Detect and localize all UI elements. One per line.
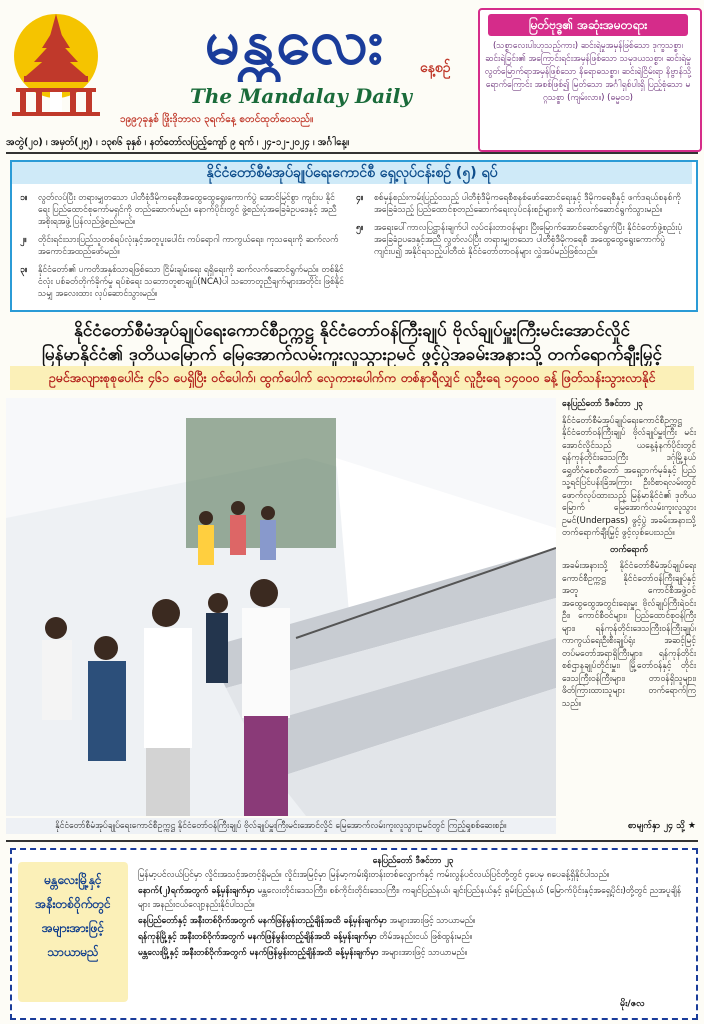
weather-label: ရန်ကုန်မြို့နှင့် အနီးတစ်ဝိုက်အတွက် မနက်ဖြန်မွန်းတည့်ချိန်အထိ ခန့်မှန်းချက်မှာ xyxy=(138,932,377,942)
dhamma-box-title: မြတ်ဗုဒ္ဓ၏ အဆုံးအမတရား xyxy=(488,14,688,36)
continued-on-page: စာမျက်နှာ ၂၄ သို့ ★ xyxy=(627,821,696,831)
objective-number: ၂။ xyxy=(20,235,27,245)
weather-body xyxy=(138,854,688,1012)
news-photo xyxy=(6,398,556,816)
weather-summary-line: အများအားဖြင့် xyxy=(41,921,105,935)
objective-text: တိုင်းရင်းသားပြည်သူတစ်ရပ်လုံးနှင့်အတူပူးပေါင်း ကပ်ရောဂါ ကာကွယ်ရေး၊ ကုသရေးကို ဆက်လက်အကောင်အထည်ဖော်မည်။ xyxy=(38,235,339,257)
weather-dateline: နေပြည်တော် ဒီဇင်ဘာ ၂၃ xyxy=(372,856,454,866)
objective-item xyxy=(356,222,686,258)
weather-text: အများအားဖြင့် သာယာမည်။ xyxy=(389,916,476,926)
weather-summary xyxy=(18,862,128,1002)
objectives-right-column xyxy=(356,192,686,304)
objective-text: အရေးပေါ်ကာလပြဋ္ဌာန်းချက်ပါ လုပ်ငန်းတာဝန်များ ပြီးမြောက်အောင်ဆောင်ရွက်ပြီး နိုင်ငံတော်ဖွဲ့စည်းပုံအခြေခံဥပဒေနှင့်အညီ လွတ်လပ်ပြီး တရားမျှတသော ပါတီစုံဒီမိုကရေစီ အထွေထွေရွေးကောက်ပွဲကျင်းပ၍ အနိုင်ရသည့်ပါတီထံ နိုင်ငံတော်တာဝန်များ လွှဲအပ်မည်ဖြစ်သည်။ xyxy=(374,223,683,257)
headline-subhead: ဥမင်အလျားစုစုပေါင်း ၄၆၁ ပေရှိပြီး ဝင်ပေါက်၊ ထွက်ပေါက် လှေကားပေါက်က တစ်နာရီလျှင် လူဦးရေ ၁၄၀၀၀ ခန့် ဖြတ်သန်းသွားလာနိုင် xyxy=(10,366,694,390)
objective-text: နိုင်ငံတော်၏ ပကတိအနှစ်သာရဖြစ်သော ငြိမ်းချမ်းရေး ရရှိရေးကို ဆက်လက်ဆောင်ရွက်မည်။ တစ်နိုင်ငံလုံး ပစ်ခတ်တိုက်ခိုက်မှု ရပ်စဲရေး သဘောတူစာချုပ်(NCA)ပါ သဘောတူညီချက်များအတိုင်း ဖြစ်နိုင်သမျှ အလေးထား လုပ်ဆောင်သွားမည်။ xyxy=(38,265,344,299)
objective-number: ၄။ xyxy=(356,193,364,203)
founded-line: ၁၉၉၇ခုနှစ် ဖြိုးဒိုဘာလ ၃ရက်နေ့ စတင်ထုတ်ဝေသည်။ xyxy=(120,114,314,125)
article-paragraph: နိုင်ငံတော်စီမံအုပ်ချုပ်ရေးကောင်စီဥက္ကဋ္ဌ နိုင်ငံတော်ဝန်ကြီးချုပ် ဗိုလ်ချုပ်မှူးကြီး မင်းအောင်လှိုင်သည် ယနေ့နံနက်ပိုင်းတွင် ရန်ကုန်တိုင်းဒေသကြီး ဒဂုံမြို့နယ် ရွှေတိဂုံစေတီတော် အရှေ့ဘက်မုခ်နှင့် ပြည်သူ့ရင်ပြင်ပန်းခြံအကြား ဦးဝိစာရလမ်းတွင် ဖောက်လုပ်ထားသည့် မြန်မာနိုင်ငံ၏ ဒုတိယမြောက် မြေအောက်လမ်းကူးလူသွားဥမင်(Underpass) ဖွင့်ပွဲ အခမ်းအနားသို့ တက်ရောက်ချီးမြှင့် ဖွင့်လှစ်ပေးသည်။ xyxy=(562,415,696,538)
objective-item xyxy=(20,264,346,300)
weather-summary-line: မန္တလေးမြို့နှင့် xyxy=(44,873,102,887)
newspaper-title: မန္တလေး xyxy=(204,5,386,78)
objectives-title: နိုင်ငံတော်စီမံအုပ်ချုပ်ရေးကောင်စီ ရှေ့လုပ်ငန်းစဉ် (၅) ရပ် xyxy=(12,162,692,184)
objective-number: ၅။ xyxy=(356,223,364,233)
objective-number: ၁။ xyxy=(20,193,28,203)
objective-item xyxy=(356,192,686,216)
weather-paragraph xyxy=(138,930,688,944)
weather-paragraph: မြန်မာ့ပင်လယ်ပြင်မှာ လှိုင်းအသင့်အတင့်ရှိမည်။ လှိုင်းအမြင့်မှာ မြန်မာ့ကမ်းရိုးတန်းတစ်လျှောက်နှင့် ကမ်းလွန်ပင်လယ်ပြင်တို့တွင် ၄ပေမှ ၈ပေခန့်ရှိနိုင်ပါသည်။ xyxy=(138,870,610,880)
article-subheading: တက်ရောက် xyxy=(610,544,648,555)
objectives-left-column xyxy=(20,192,346,304)
issue-dateline: အတွဲ(၂၀) ၊ အမှတ်(၂၅) ၊ ၁၃၈၆ ခုနှစ် ၊ နတ်တော်လပြည့်ကျော် ၉ ရက် ၊ ၂၄-၁၂-၂၀၂၄ ၊ အင်္ဂါနေ့။ xyxy=(6,137,350,148)
photo-caption: နိုင်ငံတော်စီမံအုပ်ချုပ်ရေးကောင်စီဥက္ကဋ္ဌ နိုင်ငံတော်ဝန်ကြီးချုပ် ဗိုလ်ချုပ်မှူးကြီးမင်းအောင်လှိုင် မြေအောက်လမ်းကူးလူသွားဥမင်တွင် ကြည့်ရှုစစ်ဆေးစဉ်။ xyxy=(6,818,556,834)
weather-summary-line: သာယာမည် xyxy=(47,945,99,959)
weather-paragraph xyxy=(138,946,688,960)
objective-number: ၃။ xyxy=(20,265,28,275)
weather-paragraph xyxy=(138,914,688,928)
article-paragraph xyxy=(562,398,696,411)
dhamma-box-body: (သစ္စာလေးပါးဟုသည့်ကား) ဆင်းရဲမှုအမှန်ဖြစ်သော ဒုက္ခသစ္စာ၊ ဆင်းရဲခြင်း၏ အကြောင်းရင်းအမှန်ဖြစ်သော သမုဒယသစ္စာ၊ ဆင်းရဲမှု လွတ်မြောက်ရာအမှန်ဖြစ်သော နိရောဓသစ္စာ၊ ဆင်းရဲငြိမ်းရာ နိဗ္ဗာန်သို့ရောက်ကြောင်း အစစ်ဖြစ်၍ မြတ်သော အင်္ဂါရှစ်ပါးရှိ ပြည့်စုံသော မဂ္ဂသစ္စာ (ကျမ်းလာ။) (ဓမ္မဝ၁) xyxy=(484,41,692,103)
weather-text: အများအားဖြင့် သာယာမည်။ xyxy=(381,948,468,958)
article-paragraph: အခမ်းအနားသို့ နိုင်ငံတော်စီမံအုပ်ချုပ်ရေးကောင်စီဥက္ကဋ္ဌ နိုင်ငံတော်ဝန်ကြီးချုပ်နှင့်အတူ ကောင်စီအဖွဲ့ဝင် အထွေထွေအတွင်းရေးမှူး ဗိုလ်ချုပ်ကြီးရဲဝင်းဦး၊ ကောင်စီဝင်များ၊ ပြည်ထောင်စုဝန်ကြီးများ၊ ရန်ကုန်တိုင်းဒေသကြီးဝန်ကြီးချုပ်၊ ကာကွယ်ရေးဦးစီးချုပ်ရုံး အဆင့်မြင့် တပ်မတော်အရာရှိကြီးများ၊ ရန်ကုန်တိုင်း စစ်ဌာနချုပ်တိုင်းမှူး၊ မြို့တော်ဝန်နှင့် တိုင်းဒေသကြီးဝန်ကြီးများ၊ တာဝန်ရှိသူများ၊ ဖိတ်ကြားထားသူများ တက်ရောက်ကြ သည်။ xyxy=(562,561,696,709)
headline-line-1: နိုင်ငံတော်စီမံအုပ်ချုပ်ရေးကောင်စီဥက္ကဋ္ဌ နိုင်ငံတော်ဝန်ကြီးချုပ် ဗိုလ်ချုပ်မှူးကြီးမင်းအောင်လှိုင် xyxy=(74,321,630,341)
objective-item xyxy=(20,192,346,228)
weather-signature: မိုး/ဇလ xyxy=(620,999,645,1009)
newspaper-subtitle: နေ့စဉ် xyxy=(420,60,451,76)
weather-label: နောက်(၂)ရက်အတွက် ခန့်မှန်းချက်မှာ xyxy=(138,886,255,896)
objective-text: လွတ်လပ်ပြီး တရားမျှတသော ပါတီစုံဒီမိုကရေစီအထွေထွေရွေးကောက်ပွဲ အောင်မြင်စွာ ကျင်းပ နိုင်ရေး ပြည်ထောင်စုကော်မရှင်ကို တည်ဆောက်မည်။ နောက်ပိုင်းတွင် ဖွဲ့စည်းပုံအခြေခံဥပဒေနှင့် အညီ အစိုးရအဖွဲ့ ပြန်လည်ဖွဲ့စည်းမည်။ xyxy=(38,193,337,227)
weather-paragraph xyxy=(138,884,688,912)
headline-line-2: မြန်မာနိုင်ငံ၏ ဒုတိယမြောက် မြေအောက်လမ်းကူးလူသွားဥမင် ဖွင့်ပွဲအခမ်းအနားသို့ တက်ရောက်ချီးမြှင့် xyxy=(42,345,662,365)
weather-text: မန္တလေးတိုင်းဒေသကြီး၊ စစ်ကိုင်းတိုင်းဒေသကြီး၊ ကချင်ပြည်နယ်၊ ချင်းပြည်နယ်နှင့် ရှမ်းပြည်နယ် (မြောက်ပိုင်းနှင့်အရှေ့ပိုင်း)တို့တွင် ညအပူချိန်များ အနည်းငယ်လျော့နည်းနိုင်ပါသည်။ xyxy=(138,886,682,910)
weather-summary-line: အနီးတစ်ဝိုက်တွင် xyxy=(35,897,111,911)
objective-text: စစ်မှန်စည်းကမ်းပြည့်ဝသည့် ပါတီစုံဒီမိုကရေစီစနစ်ဖော်ဆောင်ရေးနှင့် ဒီမိုကရေစီနှင့် ဖက်ဒရယ်စနစ်ကို အခြေခံသည့် ပြည်ထောင်စုတည်ဆောက်ရေးလုပ်ငန်းစဉ်များကို ဆက်လက်ဆောင်ရွက်သွားမည်။ xyxy=(374,193,681,215)
weather-label: နေပြည်တော်နှင့် အနီးတစ်ဝိုက်အတွက် မနက်ဖြန်မွန်းတည့်ချိန်အထိ ခန့်မှန်းချက်မှာ xyxy=(138,916,387,926)
article-dateline: နေပြည်တော် ဒီဇင်ဘာ ၂၃ xyxy=(562,399,643,409)
article-body xyxy=(562,398,696,818)
weather-text: တိမ်အနည်းငယ် ဖြစ်ထွန်းမည်။ xyxy=(379,932,473,942)
divider xyxy=(6,840,698,842)
divider xyxy=(6,152,698,154)
newspaper-english-title: The Mandalay Daily xyxy=(190,84,412,108)
palace-logo xyxy=(6,8,106,118)
weather-label: မန္တလေးမြို့နှင့် အနီးတစ်ဝိုက်အတွက် မနက်ဖြန်မွန်းတည့်ချိန်အထိ ခန့်မှန်းချက်မှာ xyxy=(138,948,379,958)
objective-item xyxy=(20,234,346,258)
